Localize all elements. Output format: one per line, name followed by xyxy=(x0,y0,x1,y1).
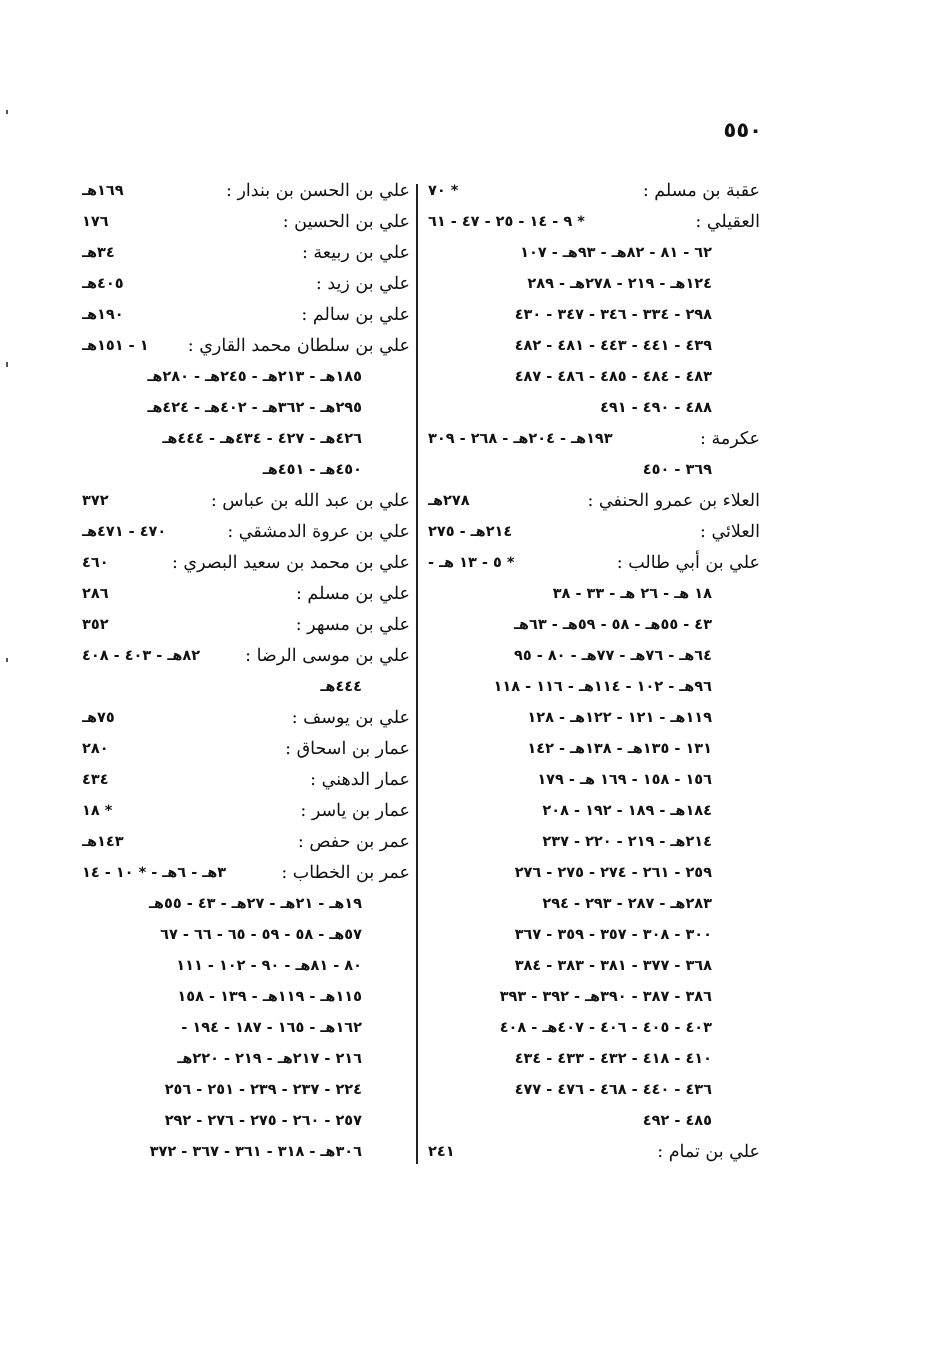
index-entry xyxy=(82,672,410,703)
index-entry xyxy=(428,1044,760,1075)
index-entry xyxy=(82,517,410,548)
page-references: ١ - ١٥١هـ xyxy=(82,338,149,354)
page-references: ٣٤هـ xyxy=(82,245,115,261)
page-references-continued: ١١٥هـ - ١١٩هـ - ١٣٩ - ١٥٨ xyxy=(177,989,362,1005)
page-references: ٢١٤هـ - ٢٧٥ xyxy=(428,524,513,540)
index-entry xyxy=(82,238,410,269)
entry-name: عكرمة : xyxy=(700,429,760,449)
page-references-continued: ٤٣٩ - ٤٤١ - ٤٤٣ - ٤٨١ - ٤٨٢ xyxy=(514,338,712,354)
index-entry xyxy=(428,858,760,889)
page-references-continued: ٤٣٦ - ٤٤٠ - ٤٦٨ - ٤٧٦ - ٤٧٧ xyxy=(514,1082,712,1098)
index-entry xyxy=(82,641,410,672)
index-entry xyxy=(82,951,410,982)
index-entry xyxy=(82,889,410,920)
page-references-continued: ٥٧هـ - ٥٨ - ٥٩ - ٦٥ - ٦٦ - ٦٧ xyxy=(160,927,362,943)
index-entry xyxy=(82,331,410,362)
entry-name: علي بن الحسن بن بندار : xyxy=(226,181,410,201)
page-references-continued: ٢٩٨ - ٣٣٤ - ٣٤٦ - ٣٤٧ - ٤٣٠ xyxy=(514,307,712,323)
page-references-continued: ٤٤٤هـ xyxy=(320,679,362,695)
index-entry xyxy=(428,548,760,579)
index-entry xyxy=(428,734,760,765)
page-references-continued: ١٣١ - ١٣٥هـ - ١٣٨هـ - ١٤٢ xyxy=(527,741,712,757)
page-references-continued: ٣٠٦هـ - ٣١٨ - ٣٦١ - ٣٦٧ - ٣٧٢ xyxy=(149,1144,362,1160)
index-entry xyxy=(82,1013,410,1044)
index-entry xyxy=(428,1075,760,1106)
page-references: * ٧٠ xyxy=(428,183,459,199)
page-references-continued: ٤٨٥ - ٤٩٢ xyxy=(642,1113,712,1129)
index-entry xyxy=(428,889,760,920)
index-entry xyxy=(82,765,410,796)
entry-name: علي بن سلطان محمد القاري : xyxy=(187,336,410,356)
entry-name: علي بن عبد الله بن عباس : xyxy=(210,491,410,511)
index-entry xyxy=(428,300,760,331)
index-entry xyxy=(428,238,760,269)
index-entry xyxy=(428,610,760,641)
index-entry xyxy=(428,672,760,703)
entry-name: علي بن يوسف : xyxy=(291,708,410,728)
page-references: ٨٢هـ - ٤٠٣ - ٤٠٨ xyxy=(82,648,201,664)
page-references-continued: ١١٩هـ - ١٢١ - ١٢٢هـ - ١٢٨ xyxy=(527,710,712,726)
margin-mark xyxy=(6,658,8,662)
entry-name: علي بن موسى الرضا : xyxy=(245,646,410,666)
page-references-continued: ١٨٤هـ - ١٨٩ - ١٩٢ - ٢٠٨ xyxy=(542,803,712,819)
page-references-continued: ٢٨٣هـ - ٢٨٧ - ٢٩٣ - ٢٩٤ xyxy=(542,896,712,912)
page-references: ٢٧٨هـ xyxy=(428,493,470,509)
index-entry xyxy=(428,1013,760,1044)
index-entry xyxy=(428,1137,760,1168)
page-references: ٤٦٠ xyxy=(82,555,109,571)
index-entry xyxy=(428,982,760,1013)
index-entry xyxy=(82,455,410,486)
index-entry xyxy=(82,207,410,238)
entry-name: عمار الدهني : xyxy=(310,770,410,790)
index-entry xyxy=(82,176,410,207)
page-references: * ١٨ xyxy=(82,803,113,819)
page-references-continued: ٤١٠ - ٤١٨ - ٤٣٢ - ٤٣٣ - ٤٣٤ xyxy=(514,1051,712,1067)
index-entry xyxy=(428,827,760,858)
index-entry xyxy=(428,796,760,827)
page-references-continued: ٢٩٥هـ - ٣٦٢هـ - ٤٠٢هـ - ٤٢٤هـ xyxy=(147,400,362,416)
index-entry xyxy=(428,517,760,548)
page-references-continued: ٦٤هـ - ٧٦هـ - ٧٧هـ - ٨٠ - ٩٥ xyxy=(513,648,712,664)
index-entry xyxy=(82,300,410,331)
page-references-continued: ٣٨٦ - ٣٨٧ - ٣٩٠هـ - ٣٩٢ - ٣٩٣ xyxy=(499,989,712,1005)
page-references: ١٦٩هـ xyxy=(82,183,124,199)
index-entry xyxy=(428,641,760,672)
entry-name: علي بن سالم : xyxy=(301,305,410,325)
index-entry xyxy=(82,734,410,765)
index-entry xyxy=(82,548,410,579)
page-references-continued: ٣٦٩ - ٤٥٠ xyxy=(642,462,712,478)
page-references-continued: ٤٥٠هـ - ٤٥١هـ xyxy=(262,462,362,478)
page-references-continued: ٢١٦ - ٢١٧هـ - ٢١٩ - ٢٢٠هـ xyxy=(177,1051,362,1067)
index-entry xyxy=(82,920,410,951)
index-entry xyxy=(428,920,760,951)
entry-name: علي بن ربيعة : xyxy=(301,243,410,263)
entry-name: العلائي : xyxy=(700,522,760,542)
entry-name: عمر بن حفص : xyxy=(297,832,410,852)
index-entry xyxy=(82,424,410,455)
index-entry xyxy=(82,269,410,300)
margin-mark xyxy=(6,110,8,114)
page-references-continued: ١٦٢هـ - ١٦٥ - ١٨٧ - ١٩٤ - xyxy=(181,1020,362,1036)
page-references: * ٩ - ١٤ - ٢٥ - ٤٧ - ٦١ xyxy=(428,214,585,230)
page-references-continued: ١٩هـ - ٢١هـ - ٢٧هـ - ٤٣ - ٥٥هـ xyxy=(148,896,362,912)
index-entry xyxy=(428,393,760,424)
index-entry xyxy=(82,858,410,889)
page-references-continued: ١٢٤هـ - ٢١٩ - ٢٧٨هـ - ٢٨٩ xyxy=(527,276,712,292)
entry-name: علي بن مسهر : xyxy=(295,615,410,635)
index-entry xyxy=(82,393,410,424)
index-entry xyxy=(82,362,410,393)
index-column-right xyxy=(428,176,760,1168)
page-references-continued: ٦٢ - ٨١ - ٨٢هـ - ٩٣هـ - ١٠٧ xyxy=(520,245,712,261)
entry-name: علي بن الحسين : xyxy=(282,212,410,232)
entry-name: علي بن أبي طالب : xyxy=(616,553,760,573)
page-references: ٧٥هـ xyxy=(82,710,115,726)
index-entry xyxy=(428,455,760,486)
page-references-continued: ٨٠ - ٨١هـ - ٩٠ - ١٠٢ - ١١١ xyxy=(176,958,362,974)
index-entry xyxy=(82,703,410,734)
index-entry xyxy=(82,1044,410,1075)
page-references: ٣٥٢ xyxy=(82,617,109,633)
page-references-continued: ٩٦هـ - ١٠٢ - ١١٤هـ - ١١٦ - ١١٨ xyxy=(493,679,712,695)
page-references: * ٥ - ١٣ هـ - xyxy=(428,555,515,571)
page-references: ٤٠٥هـ xyxy=(82,276,124,292)
margin-mark xyxy=(6,362,8,367)
entry-name: علي بن محمد بن سعيد البصري : xyxy=(171,553,410,573)
index-entry xyxy=(428,765,760,796)
page-references-continued: ١٥٦ - ١٥٨ - ١٦٩ هـ - ١٧٩ xyxy=(537,772,712,788)
page-references: ١٤٣هـ xyxy=(82,834,124,850)
entry-name: علي بن عروة الدمشقي : xyxy=(227,522,410,542)
index-entry xyxy=(428,486,760,517)
entry-name: عمر بن الخطاب : xyxy=(281,863,410,883)
page-references: ١٩٠هـ xyxy=(82,307,124,323)
page-references-continued: ٤٨٨ - ٤٩٠ - ٤٩١ xyxy=(600,400,712,416)
page-references-continued: ١٨ هـ - ٢٦ هـ - ٣٣ - ٣٨ xyxy=(552,586,712,602)
entry-name: عمار بن اسحاق : xyxy=(285,739,410,759)
entry-name: علي بن مسلم : xyxy=(295,584,410,604)
index-entry xyxy=(428,331,760,362)
entry-name: عقبة بن مسلم : xyxy=(642,181,760,201)
index-column-left xyxy=(82,176,410,1168)
entry-name: علي بن تمام : xyxy=(657,1142,760,1162)
page-references: ١٧٦ xyxy=(82,214,109,230)
index-entry xyxy=(82,1137,410,1168)
index-entry xyxy=(82,796,410,827)
page-references: ٤٣٤ xyxy=(82,772,109,788)
page-references: ٣هـ - ٦هـ - * ١٠ - ١٤ xyxy=(82,865,227,881)
page-references-continued: ٤٨٣ - ٤٨٤ - ٤٨٥ - ٤٨٦ - ٤٨٧ xyxy=(514,369,712,385)
index-entry xyxy=(428,207,760,238)
entry-name: عمار بن ياسر : xyxy=(300,801,410,821)
page-references: ٢٨٦ xyxy=(82,586,109,602)
index-entry xyxy=(82,610,410,641)
page-references-continued: ٢٢٤ - ٢٣٧ - ٢٣٩ - ٢٥١ - ٢٥٦ xyxy=(164,1082,362,1098)
entry-name: العقيلي : xyxy=(695,212,760,232)
index-entry xyxy=(82,982,410,1013)
index-entry xyxy=(428,951,760,982)
index-entry xyxy=(428,579,760,610)
index-entry xyxy=(82,1075,410,1106)
page-references-continued: ٤٢٦هـ - ٤٢٧ - ٤٣٤هـ - ٤٤٤هـ xyxy=(162,431,362,447)
page-number: ٥٥٠ xyxy=(723,118,762,142)
page-references-continued: ٢١٤هـ - ٢١٩ - ٢٢٠ - ٢٣٧ xyxy=(542,834,712,850)
index-entry xyxy=(428,176,760,207)
page-references-continued: ٢٥٧ - ٢٦٠ - ٢٧٥ - ٢٧٦ - ٢٩٢ xyxy=(164,1113,362,1129)
page-references: ٢٤١ xyxy=(428,1144,455,1160)
page-references-continued: ٢٥٩ - ٢٦١ - ٢٧٤ - ٢٧٥ - ٢٧٦ xyxy=(514,865,712,881)
index-entry xyxy=(428,269,760,300)
column-divider xyxy=(416,184,418,1164)
page-references-continued: ٤٠٣ - ٤٠٥ - ٤٠٦ - ٤٠٧هـ - ٤٠٨ xyxy=(499,1020,712,1036)
index-entry xyxy=(428,1106,760,1137)
page-references: ١٩٣هـ - ٢٠٤هـ - ٢٦٨ - ٣٠٩ xyxy=(428,431,613,447)
page-references-continued: ٣٦٨ - ٣٧٧ - ٣٨١ - ٣٨٣ - ٣٨٤ xyxy=(514,958,712,974)
index-entry xyxy=(82,486,410,517)
index-entry xyxy=(428,362,760,393)
index-entry xyxy=(82,1106,410,1137)
page-references: ٣٧٢ xyxy=(82,493,109,509)
page-references: ٤٧٠ - ٤٧١هـ xyxy=(82,524,167,540)
entry-name: علي بن زيد : xyxy=(315,274,410,294)
page-references-continued: ١٨٥هـ - ٢١٣هـ - ٢٤٥هـ - ٢٨٠هـ xyxy=(147,369,362,385)
index-entry xyxy=(428,703,760,734)
index-entry xyxy=(428,424,760,455)
page-references: ٢٨٠ xyxy=(82,741,109,757)
index-entry xyxy=(82,827,410,858)
page-references-continued: ٣٠٠ - ٣٠٨ - ٣٥٧ - ٣٥٩ - ٣٦٧ xyxy=(514,927,712,943)
entry-name: العلاء بن عمرو الحنفي : xyxy=(587,491,760,511)
page-references-continued: ٤٣ - ٥٥هـ - ٥٨ - ٥٩هـ - ٦٣هـ xyxy=(513,617,712,633)
index-entry xyxy=(82,579,410,610)
